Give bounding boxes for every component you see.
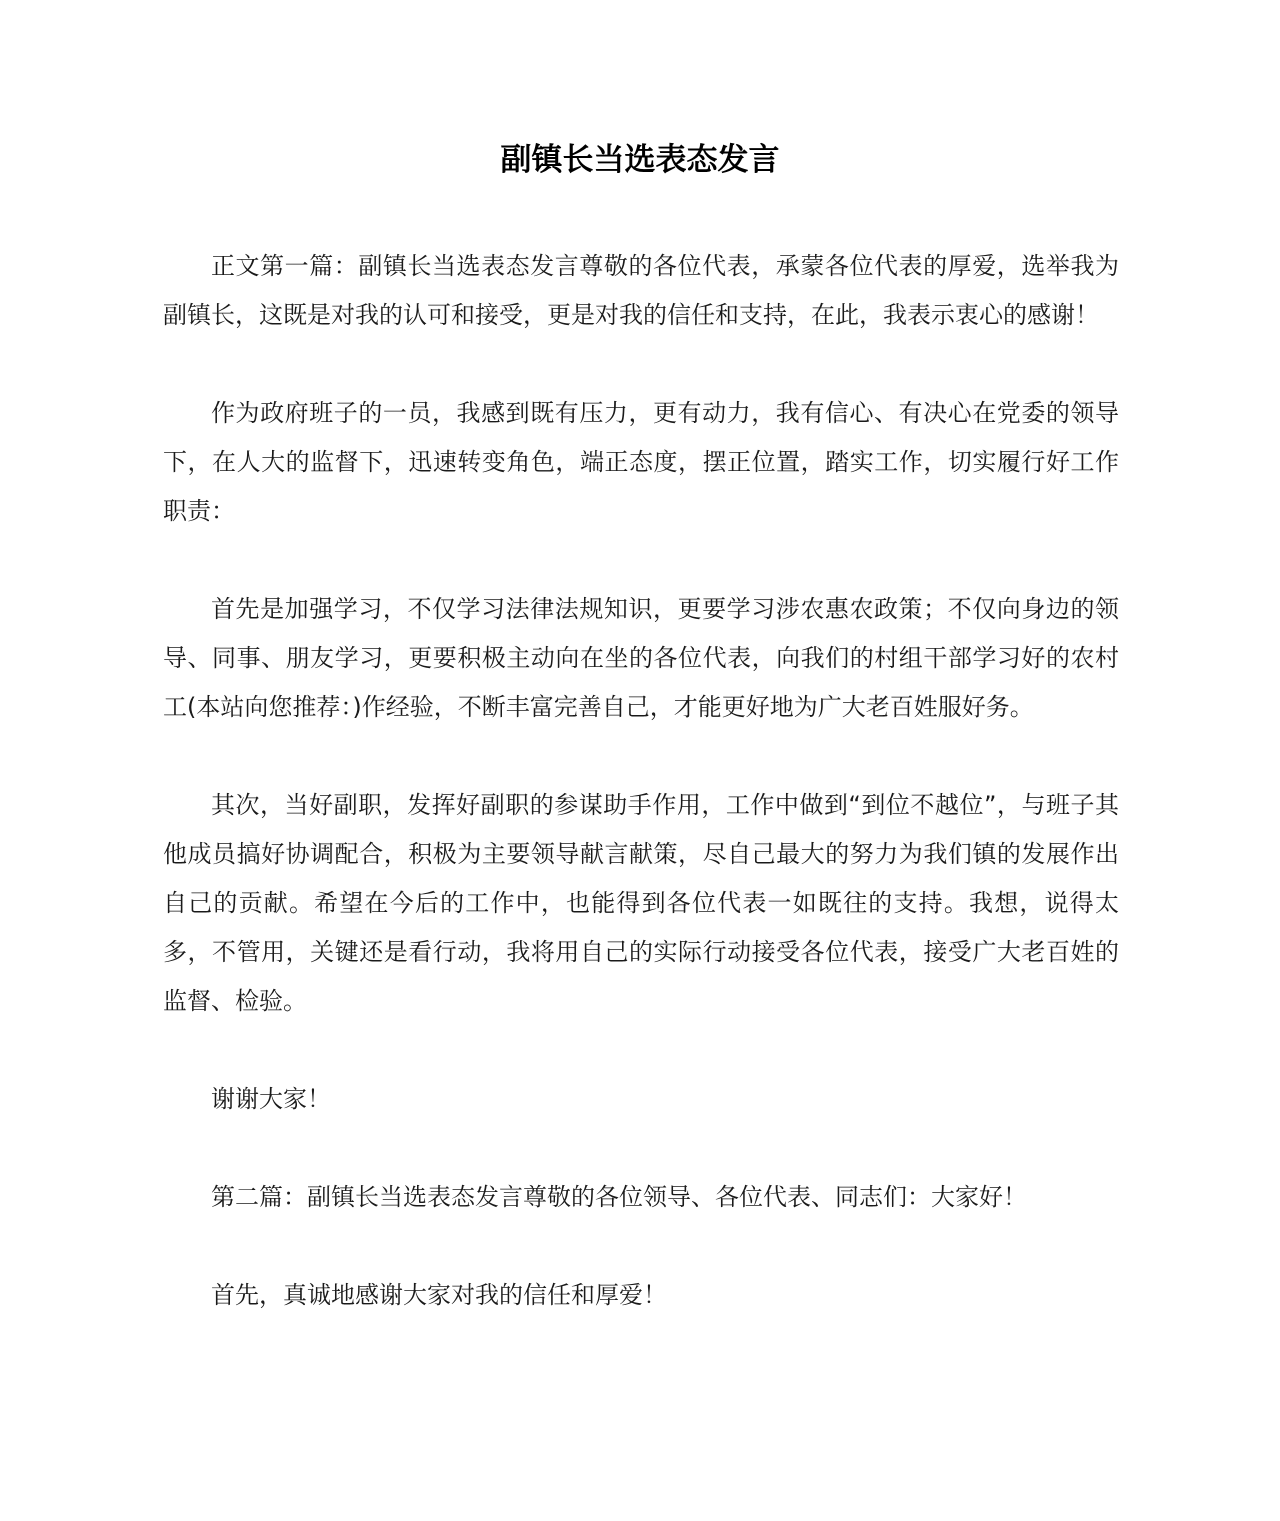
paragraph-7: 首先，真诚地感谢大家对我的信任和厚爱！ [211,1281,667,1309]
document-title: 副镇长当选表态发言 [500,142,780,178]
paragraph-5: 谢谢大家！ [211,1085,331,1113]
document-body [163,242,1119,1320]
paragraph-1: 正文第一篇：副镇长当选表态发言尊敬的各位代表，承蒙各位代表的厚爱，选举我为副镇长，这既是对我的认可和接受，更是对我的信任和支持，在此，我表示衷心的感谢！ [163,252,1119,329]
paragraph-2: 作为政府班子的一员，我感到既有压力，更有动力，我有信心、有决心在党委的领导下，在人大的监督下，迅速转变角色，端正态度，摆正位置，踏实工作，切实履行好工作职责： [163,399,1119,525]
paragraph-4: 其次，当好副职，发挥好副职的参谋助手作用，工作中做到“到位不越位”，与班子其他成员搞好协调配合，积极为主要领导献言献策，尽自己最大的努力为我们镇的发展作出自己的贡献。希望在今后的工作中，也能得到各位代表一如既往的支持。我想，说得太多，不管用，关键还是看行动，我将用自己的实际行动接受各位代表，接受广大老百姓的监督、检验。 [163,791,1119,1015]
paragraph-6: 第二篇：副镇长当选表态发言尊敬的各位领导、各位代表、同志们：大家好！ [211,1183,1027,1211]
paragraph-3: 首先是加强学习，不仅学习法律法规知识，更要学习涉农惠农政策；不仅向身边的领导、同事、朋友学习，更要积极主动向在坐的各位代表，向我们的村组干部学习好的农村工(本站向您推荐：)作经验，不断丰富完善自己，才能更好地为广大老百姓服好务。 [163,595,1119,721]
